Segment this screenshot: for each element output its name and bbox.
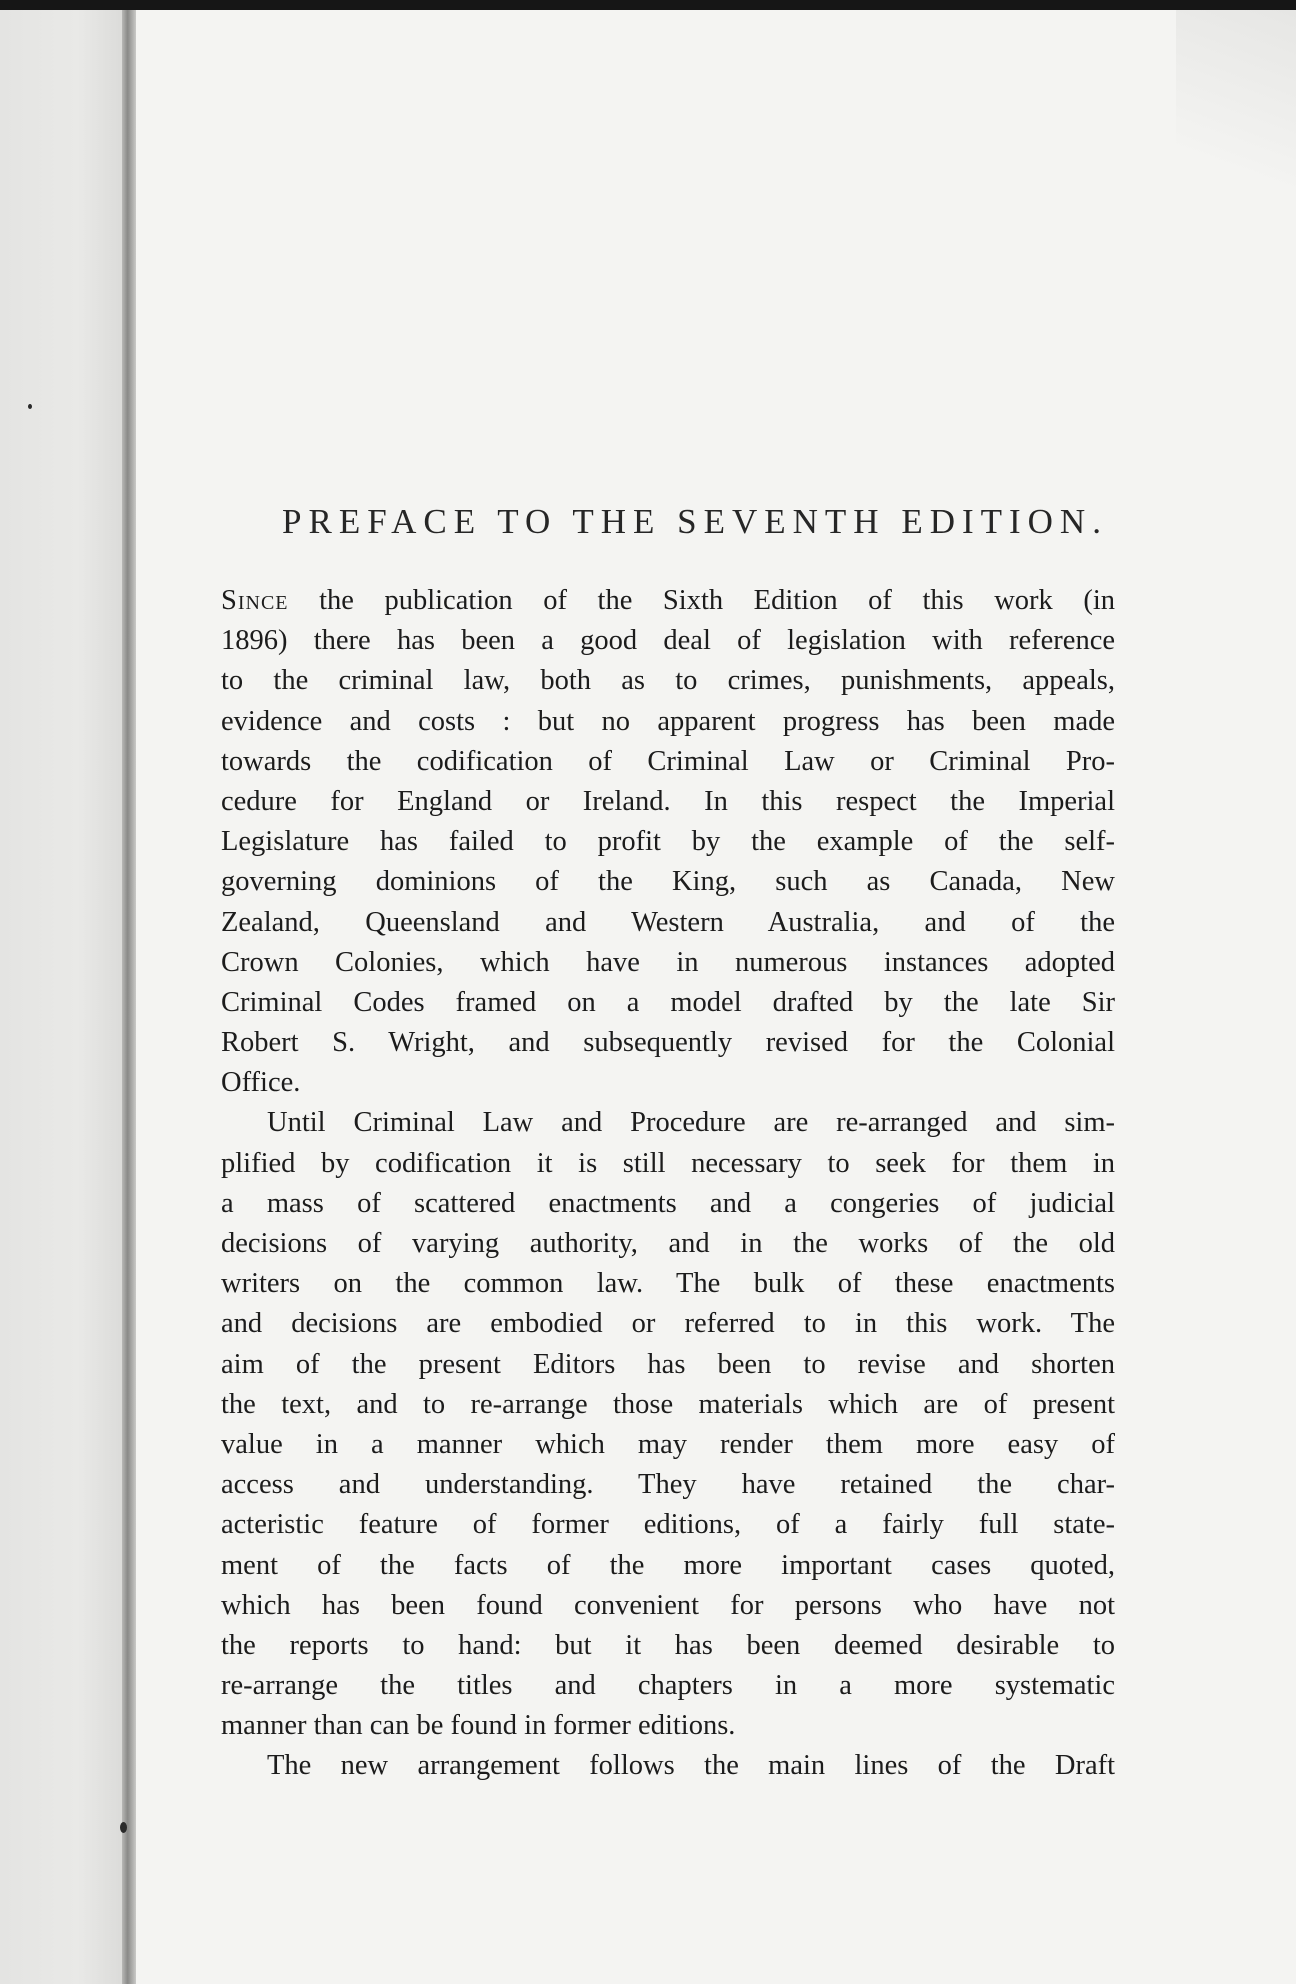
text-line: Criminal Codes framed on a model drafted by the late Sir	[221, 986, 1115, 1018]
text-line: aim of the present Editors has been to revise and shorten	[221, 1348, 1115, 1380]
scan-top-edge	[0, 0, 1296, 10]
text-line: ment of the facts of the more important cases quoted,	[221, 1549, 1115, 1581]
text-line: cedure for England or Ireland. In this respect the Imperial	[221, 785, 1115, 817]
text-line: access and understanding. They have retained the char-	[221, 1469, 1115, 1501]
text-line: the reports to hand: but it has been deemed desirable to	[221, 1629, 1115, 1661]
text-line: manner than can be found in former editions.	[221, 1710, 736, 1742]
text-line: which has been found convenient for persons who have not	[221, 1589, 1115, 1621]
text-line: Until Criminal Law and Procedure are re-arranged and sim-	[267, 1107, 1115, 1139]
left-margin	[0, 10, 130, 1984]
text-line: towards the codification of Criminal Law or Criminal Pro-	[221, 745, 1115, 777]
text-line: writers on the common law. The bulk of these enactments	[221, 1268, 1115, 1300]
text-line: 1896) there has been a good deal of legislation with reference	[221, 625, 1115, 657]
drop-word: Since	[221, 585, 289, 616]
ink-speck	[28, 404, 32, 409]
text-line-rest: the publication of the Sixth Edition of this work (in	[288, 585, 1115, 616]
text-line: and decisions are embodied or referred to in this work. The	[221, 1308, 1115, 1340]
paragraph-1	[221, 581, 1115, 1103]
text-line: evidence and costs : but no apparent progress has been made	[221, 705, 1115, 737]
text-line: decisions of varying authority, and in the works of the old	[221, 1228, 1115, 1259]
page-corner	[1176, 10, 1296, 230]
text-line: a mass of scattered enactments and a congeries of judicial	[221, 1187, 1115, 1219]
text-line: Crown Colonies, which have in numerous instances adopted	[221, 946, 1115, 978]
text-line: value in a manner which may render them more easy of	[221, 1428, 1115, 1460]
text-line: Robert S. Wright, and subsequently revised for the Colonial	[221, 1027, 1115, 1059]
text-line: Zealand, Queensland and Western Australia, and of the	[221, 906, 1115, 938]
text-line: re-arrange the titles and chapters in a more systematic	[221, 1670, 1115, 1702]
paragraph-2	[221, 1103, 1115, 1746]
paragraph-3	[221, 1746, 1115, 1786]
page-heading: PREFACE TO THE SEVENTH EDITION.	[282, 502, 1108, 541]
text-line: The new arrangement follows the main lines of the Draft	[267, 1750, 1115, 1782]
text-line: to the criminal law, both as to crimes, punishments, appeals,	[221, 665, 1115, 697]
text-line: plified by codification it is still necessary to seek for them in	[221, 1147, 1115, 1179]
text-line: governing dominions of the King, such as Canada, New	[221, 866, 1115, 898]
text-line: Legislature has failed to profit by the example of the self-	[221, 826, 1115, 858]
text-line	[221, 581, 1115, 621]
page-gutter-edge	[122, 10, 136, 1984]
text-line: acteristic feature of former editions, of a fairly full state-	[221, 1509, 1115, 1541]
text-line: the text, and to re-arrange those materials which are of present	[221, 1388, 1115, 1420]
text-line: Office.	[221, 1067, 301, 1099]
preface-text	[221, 581, 1115, 1787]
ink-speck	[120, 1822, 127, 1833]
